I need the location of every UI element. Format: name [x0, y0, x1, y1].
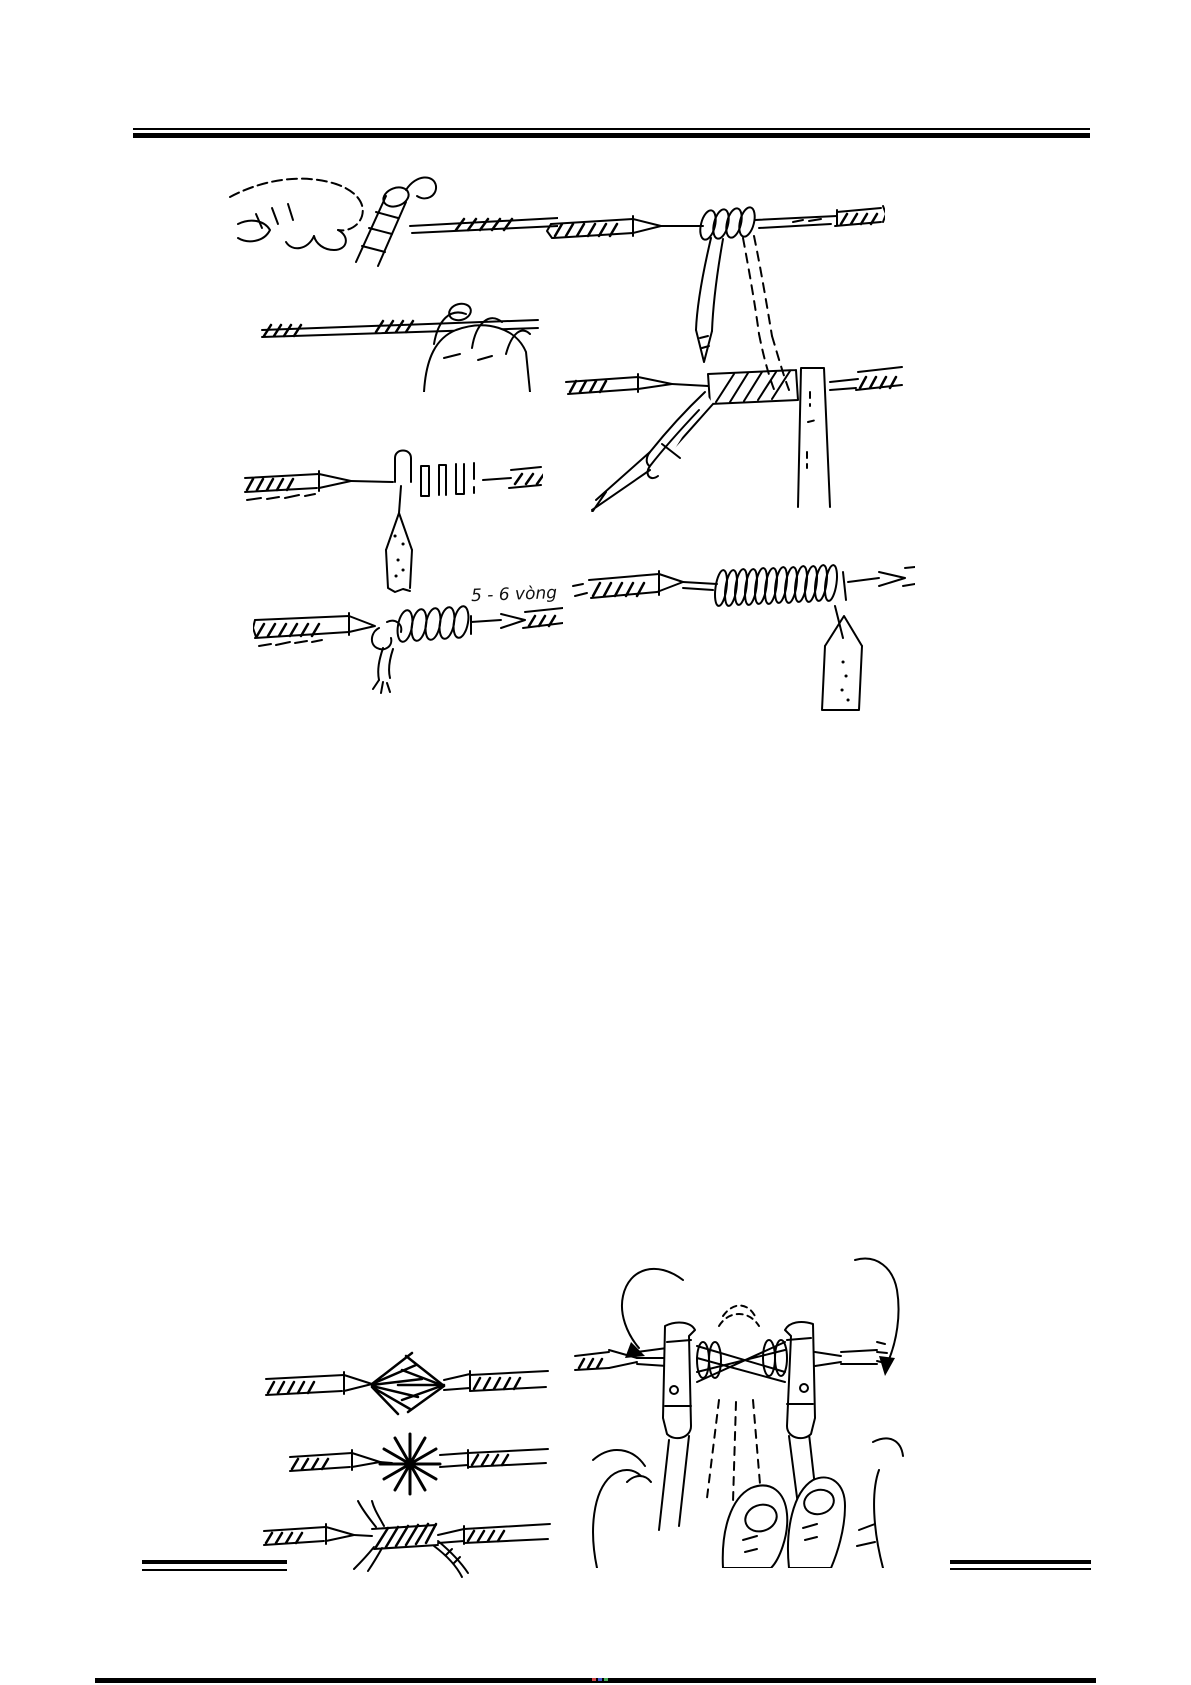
color-registration-mark: [592, 1678, 596, 1681]
branch-hook-drawing: [245, 451, 543, 593]
finished-splice-drawing: [573, 564, 915, 710]
figure-hands-bending-joint-illustration: [228, 162, 558, 392]
figure-finished-splice-illustration: [543, 516, 915, 714]
turns-annotation: 5 - 6 vòng: [470, 583, 558, 607]
figure-stranded-splice-stages-illustration: [260, 1283, 552, 1593]
figure-two-pliers-twisting-illustration: [573, 1230, 905, 1568]
coil-wrap-drawing: [253, 605, 563, 693]
color-registration-mark: [604, 1678, 608, 1681]
pliers-wrap-drawing: [566, 367, 902, 512]
hands-and-wire-drawing: [230, 177, 558, 392]
top-rule-thick: [133, 133, 1090, 138]
stage-fanned-strands: [266, 1353, 548, 1414]
bottom-right-rule-thick: [950, 1560, 1091, 1564]
holding-hands: [593, 1438, 903, 1568]
bottom-left-rule-thick: [142, 1560, 287, 1564]
stage-interleaved-strands: [290, 1434, 548, 1494]
bottom-right-rule-thin: [950, 1568, 1091, 1570]
figure-pliers-tightening-wrap-illustration: [558, 322, 903, 512]
top-rule-thin: [133, 128, 1090, 130]
bottom-left-rule-thin: [142, 1569, 287, 1571]
page-edge-bar: [95, 1678, 1096, 1683]
color-registration-mark: [598, 1678, 602, 1681]
stage-wrapped-strands: [264, 1501, 550, 1577]
